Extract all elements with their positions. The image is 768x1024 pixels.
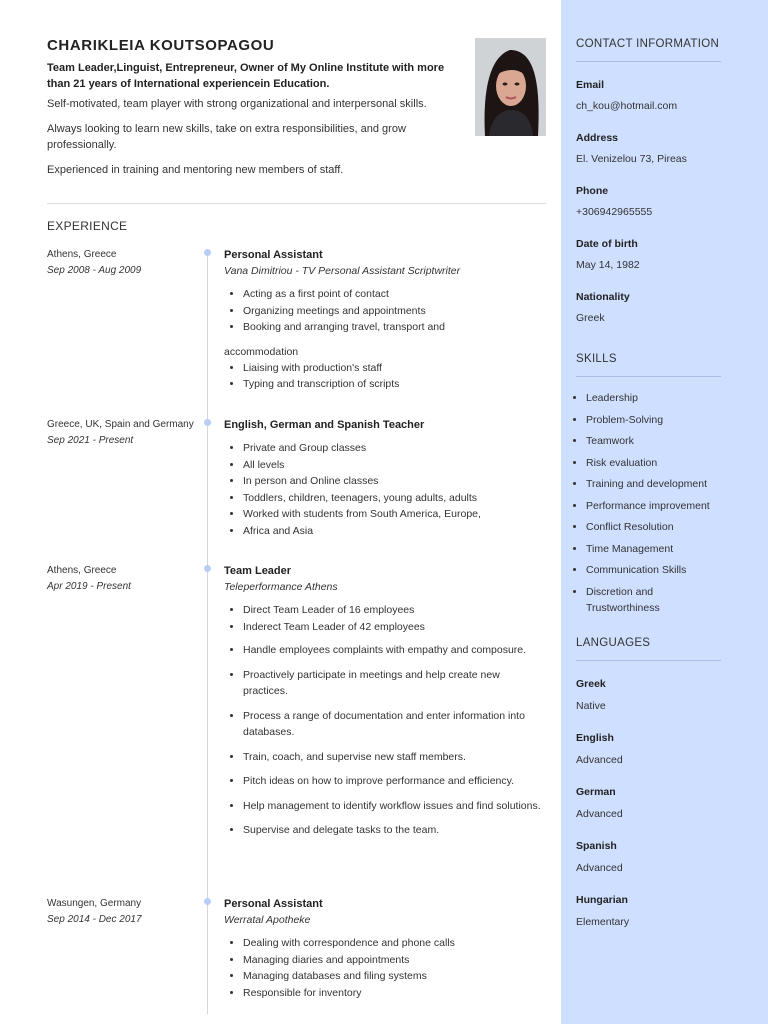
- list-item: • Process a range of documentation and enter information into databases.: [243, 708, 546, 741]
- skills-section-title: SKILLS: [576, 353, 617, 365]
- candidate-name: CHARIKLEIA KOUTSOPAGOU: [47, 37, 275, 54]
- summary: [47, 96, 467, 187]
- experience-body: [224, 417, 546, 539]
- list-item: • Help management to identify workflow issues and find solutions.: [243, 798, 546, 815]
- contact-item: [576, 237, 721, 272]
- divider: [47, 203, 546, 204]
- skill-item: • Conflict Resolution: [586, 519, 721, 536]
- list-item: • Worked with students from South America, Europe,: [243, 506, 546, 523]
- list-item: • Managing diaries and appointments: [243, 952, 546, 969]
- experience-body: [224, 247, 546, 393]
- language-level: Advanced: [576, 807, 623, 820]
- language-name: Greek: [576, 677, 606, 690]
- skill-item: • Risk evaluation: [586, 455, 721, 472]
- headline: Team Leader,Linguist, Entrepreneur, Owner of My Online Institute with more than 21 years of International experiencein Education.: [47, 62, 445, 90]
- sidebar-content: [576, 38, 721, 929]
- contact-section-title: CONTACT INFORMATION: [576, 38, 720, 50]
- job-bullets: [224, 286, 546, 336]
- job-bullets: [224, 360, 546, 393]
- job-location: Athens, Greece: [47, 249, 117, 260]
- divider: [576, 61, 721, 62]
- job-location: Greece, UK, Spain and Germany: [47, 419, 194, 430]
- languages-section-title: LANGUAGES: [576, 636, 651, 649]
- experience-meta: [47, 896, 202, 928]
- experience-meta: [47, 417, 202, 449]
- list-item: • Acting as a first point of contact: [243, 286, 546, 303]
- list-item: • Handle employees complaints with empathy and composure.: [243, 642, 546, 659]
- list-item: • Liaising with production's staff: [243, 360, 546, 377]
- experience-meta: [47, 247, 202, 279]
- job-title: Personal Assistant: [224, 249, 323, 261]
- language-item: [576, 839, 721, 875]
- list-item: • In person and Online classes: [243, 473, 546, 490]
- job-location: Athens, Greece: [47, 565, 117, 576]
- experience-body: [224, 896, 546, 1001]
- profile-photo: [475, 38, 546, 136]
- language-level: Elementary: [576, 915, 630, 928]
- job-dates: Apr 2019 - Present: [47, 581, 131, 592]
- summary-line: Always looking to learn new skills, take on extra responsibilities, and grow professionally.: [47, 123, 406, 151]
- contact-value: +306942965555: [576, 206, 653, 218]
- job-title: English, German and Spanish Teacher: [224, 419, 425, 431]
- list-item: • Dealing with correspondence and phone calls: [243, 935, 546, 952]
- job-dates: Sep 2021 - Present: [47, 435, 134, 446]
- list-item: • Inderect Team Leader of 42 employees: [243, 619, 546, 636]
- list-item: • Organizing meetings and appointments: [243, 303, 546, 320]
- bullet-continuation: accommodation: [224, 345, 299, 358]
- job-company: Vana Dimitriou - TV Personal Assistant Scriptwriter: [224, 265, 461, 277]
- contact-item: [576, 78, 721, 113]
- summary-line: Self-motivated, team player with strong organizational and interpersonal skills.: [47, 98, 427, 110]
- list-item: • Train, coach, and supervise new staff members.: [243, 749, 546, 766]
- contact-value: El. Venizelou 73, Pireas: [576, 153, 687, 165]
- contact-item: [576, 290, 721, 325]
- job-bullets: [224, 440, 546, 539]
- list-item: • Proactively participate in meetings and help create new practices.: [243, 667, 546, 700]
- contact-value: Greek: [576, 312, 605, 324]
- job-company: Werratal Apotheke: [224, 914, 311, 926]
- contact-label: Email: [576, 79, 605, 91]
- skill-item: • Performance improvement: [586, 498, 721, 515]
- job-bullets: [224, 935, 546, 1001]
- job-dates: Sep 2014 - Dec 2017: [47, 914, 142, 925]
- sidebar: [561, 0, 768, 1024]
- timeline-dot: [204, 898, 211, 905]
- timeline-dot: [204, 565, 211, 572]
- list-item: • Private and Group classes: [243, 440, 546, 457]
- contact-value: ch_kou@hotmail.com: [576, 100, 678, 112]
- language-level: Advanced: [576, 753, 623, 766]
- contact-label: Address: [576, 132, 619, 144]
- main-column: [47, 0, 546, 1024]
- list-item: • Pitch ideas on how to improve performance and efficiency.: [243, 773, 546, 790]
- contact-label: Phone: [576, 185, 609, 197]
- list-item: • Responsible for inventory: [243, 985, 546, 1002]
- language-item: [576, 731, 721, 767]
- job-company: Teleperformance Athens: [224, 581, 338, 593]
- skill-item: • Time Management: [586, 541, 721, 558]
- list-item: • Booking and arranging travel, transport and: [243, 319, 546, 336]
- language-name: German: [576, 785, 616, 798]
- experience-section-title: EXPERIENCE: [47, 219, 128, 233]
- job-bullets: [224, 642, 546, 839]
- list-item: • Supervise and delegate tasks to the team.: [243, 822, 546, 839]
- language-name: Spanish: [576, 839, 617, 852]
- language-item: [576, 893, 721, 929]
- experience-body: [224, 563, 546, 847]
- skill-item: • Discretion and Trustworthiness: [586, 584, 721, 617]
- timeline-dot: [204, 249, 211, 256]
- job-dates: Sep 2008 - Aug 2009: [47, 265, 142, 276]
- language-item: [576, 677, 721, 713]
- divider: [576, 376, 721, 377]
- job-title: Team Leader: [224, 565, 292, 577]
- list-item: • Africa and Asia: [243, 523, 546, 540]
- experience-meta: [47, 563, 202, 595]
- skill-item: • Leadership: [586, 390, 721, 407]
- list-item: • Direct Team Leader of 16 employees: [243, 602, 546, 619]
- divider: [576, 660, 721, 661]
- job-title: Personal Assistant: [224, 898, 323, 910]
- contact-item: [576, 131, 721, 166]
- contact-label: Date of birth: [576, 238, 638, 250]
- skill-item: • Communication Skills: [586, 562, 721, 579]
- skill-item: • Problem-Solving: [586, 412, 721, 429]
- job-location: Wasungen, Germany: [47, 898, 142, 909]
- language-item: [576, 785, 721, 821]
- skills-list: [576, 390, 721, 617]
- language-level: Native: [576, 699, 606, 712]
- list-item: • Typing and transcription of scripts: [243, 376, 546, 393]
- summary-line: Experienced in training and mentoring new members of staff.: [47, 164, 344, 176]
- list-item: • Toddlers, children, teenagers, young adults, adults: [243, 490, 546, 507]
- language-name: Hungarian: [576, 893, 628, 906]
- skill-item: • Training and development: [586, 476, 721, 493]
- language-level: Advanced: [576, 861, 623, 874]
- job-bullets: [224, 602, 546, 635]
- skill-item: • Teamwork: [586, 433, 721, 450]
- contact-value: May 14, 1982: [576, 259, 640, 271]
- timeline-dot: [204, 419, 211, 426]
- contact-label: Nationality: [576, 291, 630, 303]
- list-item: • All levels: [243, 457, 546, 474]
- contact-item: [576, 184, 721, 219]
- list-item: • Managing databases and filing systems: [243, 968, 546, 985]
- language-name: English: [576, 731, 614, 744]
